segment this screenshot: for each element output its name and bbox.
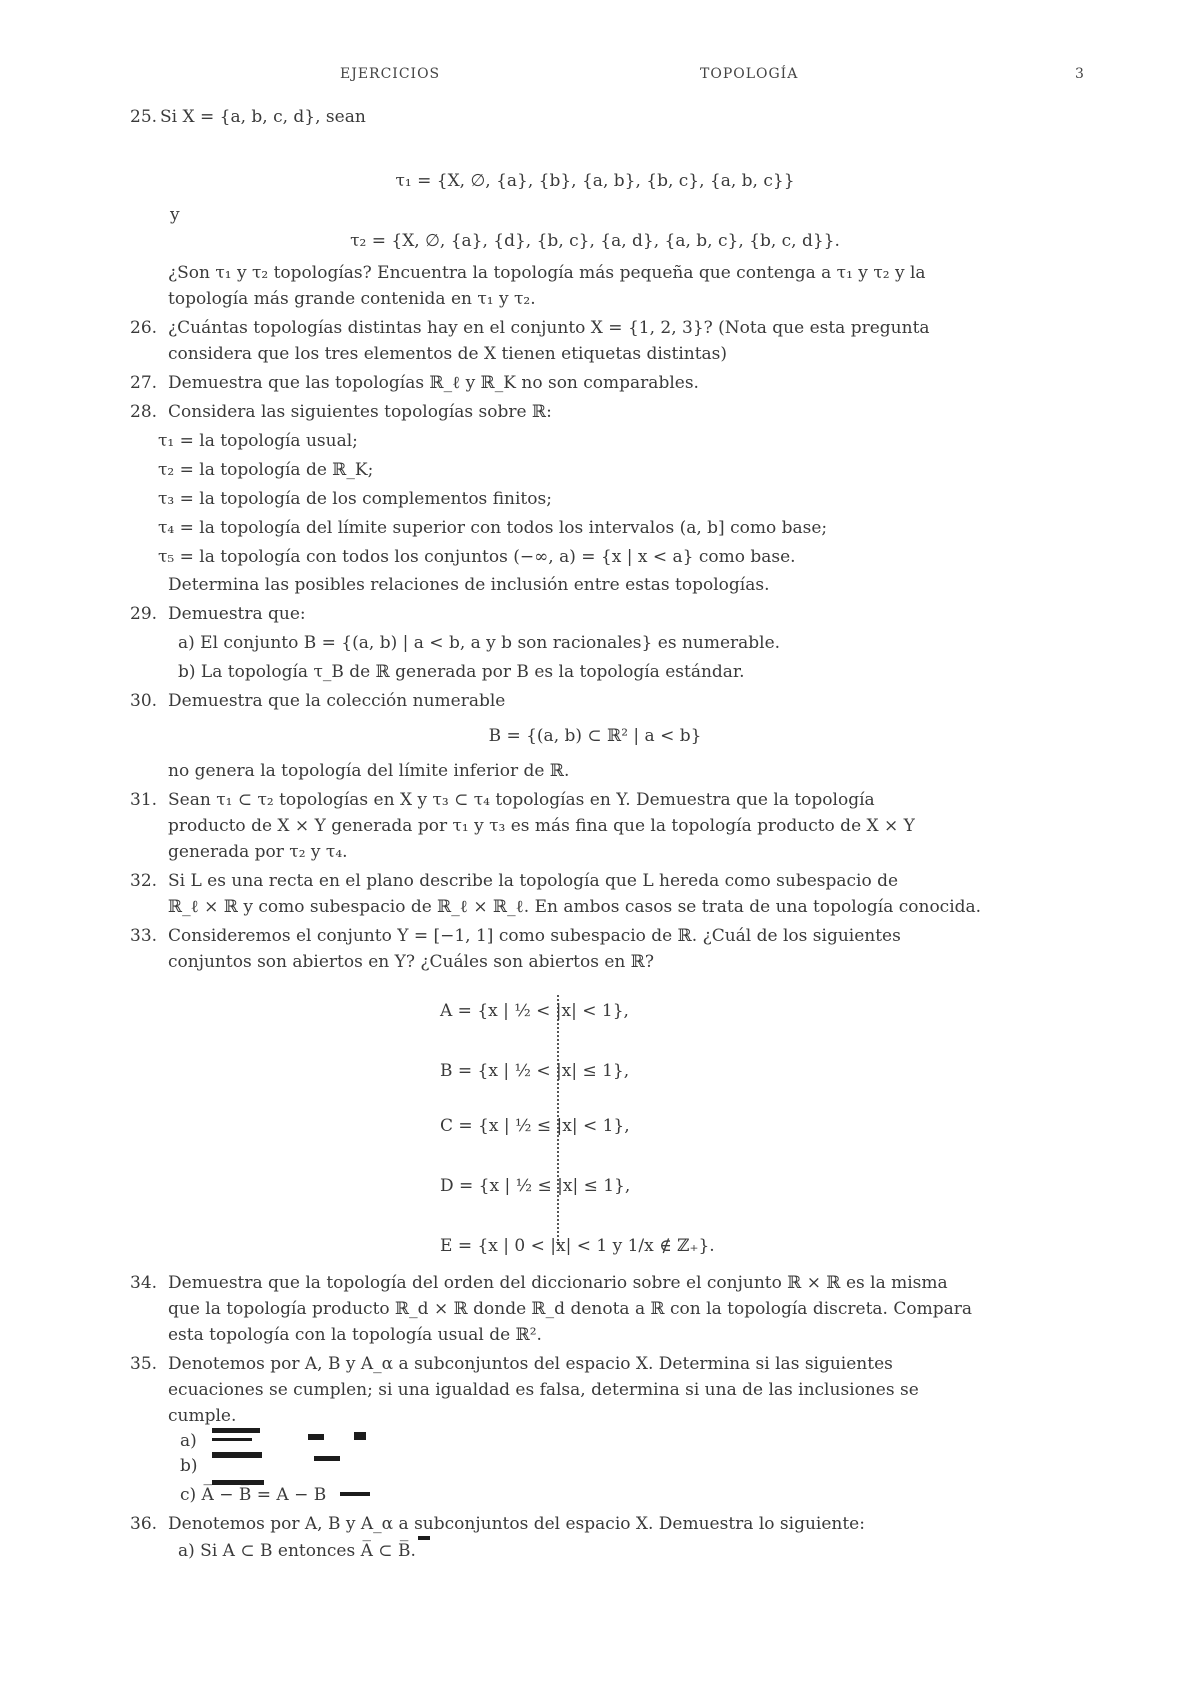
exercise-text: Denotemos por A, B y A_α a subconjuntos del espacio X. Determina si las siguientes (168, 1354, 893, 1374)
list-item: a) El conjunto B = {(a, b) | a < b, a y b son racionales} es numerable. (178, 633, 781, 653)
exercise-text: Determina las posibles relaciones de inclusión entre estas topologías. (168, 575, 770, 595)
exercise-text: Demuestra que las topologías ℝ_ℓ y ℝ_K no son comparables. (168, 373, 699, 393)
running-header-center: TOPOLOGÍA (700, 66, 799, 82)
overline-mark (354, 1432, 366, 1440)
exercise-text: ¿Son τ₁ y τ₂ topologías? Encuentra la topología más pequeña que contenga a τ₁ y τ₂ y la (168, 263, 926, 283)
exercise-number: 26. (130, 318, 158, 338)
overline-mark (314, 1456, 340, 1461)
page-number: 3 (1075, 66, 1085, 82)
list-item-label: a) (180, 1431, 197, 1451)
exercise-number: 31. (130, 790, 158, 810)
exercise-text: Demuestra que la topología del orden del diccionario sobre el conjunto ℝ × ℝ es la misma (168, 1273, 948, 1293)
overline-mark (212, 1438, 252, 1441)
exercise-number: 29. (130, 604, 158, 624)
exercise-text: Demuestra que: (168, 604, 306, 624)
set-definition: D = {x | ½ ≤ |x| ≤ 1}, (440, 1176, 631, 1196)
exercise-text: Sean τ₁ ⊂ τ₂ topologías en X y τ₃ ⊂ τ₄ topologías en Y. Demuestra que la topología (168, 790, 875, 810)
overline-mark (212, 1428, 260, 1433)
exercise-number: 25. (130, 107, 158, 127)
overline-mark (308, 1434, 324, 1440)
exercise-text: Si L es una recta en el plano describe la topología que L hereda como subespacio de (168, 871, 899, 891)
list-item: c) A̅ − B̅ = A − B (180, 1485, 327, 1505)
exercise-text: ¿Cuántas topologías distintas hay en el conjunto X = {1, 2, 3}? (Nota que esta pregunta (168, 318, 930, 338)
overline-mark (340, 1492, 370, 1496)
equation: B = {(a, b) ⊂ ℝ² | a < b} (488, 726, 702, 746)
equation: τ₁ = {X, ∅, {a}, {b}, {a, b}, {b, c}, {a, b, c}} (395, 171, 795, 191)
exercise-text: ecuaciones se cumplen; si una igualdad es falsa, determina si una de las inclusiones se (168, 1380, 919, 1400)
exercise-text: ℝ_ℓ × ℝ y como subespacio de ℝ_ℓ × ℝ_ℓ. En ambos casos se trata de una topología conocida. (168, 897, 982, 917)
exercise-number: 28. (130, 402, 158, 422)
exercise-text: Demuestra que la colección numerable (168, 691, 506, 711)
exercise-text: que la topología producto ℝ_d × ℝ donde ℝ_d denota a ℝ con la topología discreta. Compara (168, 1299, 973, 1319)
list-item: τ₁ = la topología usual; (158, 431, 358, 451)
set-definition: C = {x | ½ ≤ |x| < 1}, (440, 1116, 630, 1136)
exercise-number: 35. (130, 1354, 158, 1374)
equation: τ₂ = {X, ∅, {a}, {d}, {b, c}, {a, d}, {a, b, c}, {b, c, d}}. (350, 231, 840, 251)
exercise-text: no genera la topología del límite inferior de ℝ. (168, 761, 570, 781)
list-item: a) Si A ⊂ B entonces A̅ ⊂ B̅. (178, 1541, 416, 1561)
list-item: τ₃ = la topología de los complementos finitos; (158, 489, 552, 509)
exercise-text: Consideremos el conjunto Y = [−1, 1] como subespacio de ℝ. ¿Cuál de los siguientes (168, 926, 901, 946)
set-definition: E = {x | 0 < |x| < 1 y 1/x ∉ ℤ₊}. (440, 1236, 715, 1256)
exercise-text: producto de X × Y generada por τ₁ y τ₃ es más fina que la topología producto de X × Y (168, 816, 915, 836)
overline-mark (418, 1536, 430, 1540)
exercise-number: 32. (130, 871, 158, 891)
list-item: τ₂ = la topología de ℝ_K; (158, 460, 374, 480)
list-item: τ₄ = la topología del límite superior con todos los intervalos (a, b] como base; (158, 518, 828, 538)
exercise-text: considera que los tres elementos de X tienen etiquetas distintas) (168, 344, 728, 364)
exercise-text: Denotemos por A, B y A_α a subconjuntos del espacio X. Demuestra lo siguiente: (168, 1514, 865, 1534)
overline-mark (212, 1452, 262, 1458)
exercise-text: Considera las siguientes topologías sobre ℝ: (168, 402, 552, 422)
set-definition: B = {x | ½ < |x| ≤ 1}, (440, 1061, 630, 1081)
list-item: τ₅ = la topología con todos los conjuntos (−∞, a) = {x | x < a} como base. (158, 547, 796, 567)
exercise-text: generada por τ₂ y τ₄. (168, 842, 348, 862)
exercise-text: cumple. (168, 1406, 237, 1426)
exercise-text: topología más grande contenida en τ₁ y τ₂. (168, 289, 536, 309)
exercise-text: esta topología con la topología usual de ℝ². (168, 1325, 542, 1345)
exercise-number: 36. (130, 1514, 158, 1534)
overline-mark (212, 1480, 264, 1485)
exercise-number: 27. (130, 373, 158, 393)
list-item: b) La topología τ_B de ℝ generada por B es la topología estándar. (178, 662, 745, 682)
list-item-label: b) (180, 1456, 198, 1476)
set-definition: A = {x | ½ < |x| < 1}, (440, 1001, 629, 1021)
exercise-number: 34. (130, 1273, 158, 1293)
exercise-number: 33. (130, 926, 158, 946)
exercise-text: y (170, 205, 180, 225)
running-header-left: EJERCICIOS (340, 66, 441, 82)
exercise-number: 30. (130, 691, 158, 711)
exercise-text: conjuntos son abiertos en Y? ¿Cuáles son abiertos en ℝ? (168, 952, 655, 972)
exercise-text: Si X = {a, b, c, d}, sean (160, 107, 366, 127)
